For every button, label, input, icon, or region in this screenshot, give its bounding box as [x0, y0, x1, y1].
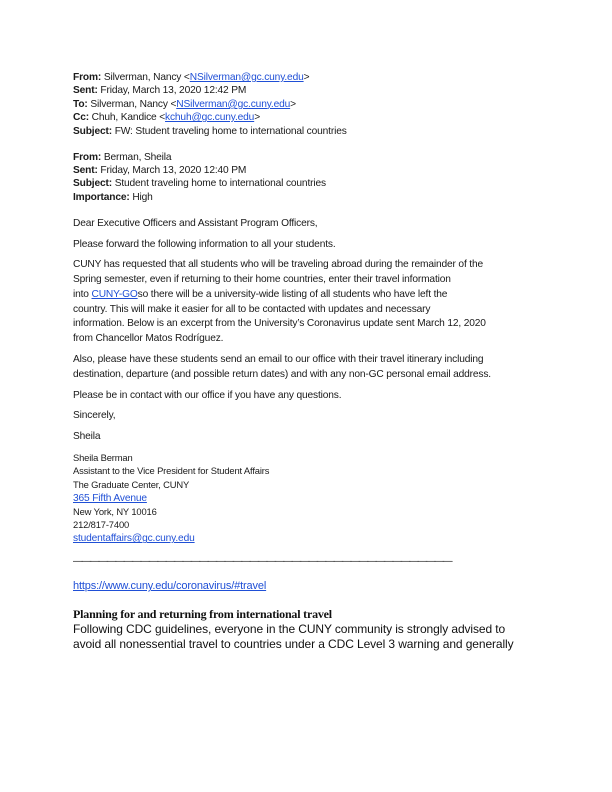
- text-fragment: so there will be a university-wide listing of all students who have left the: [137, 288, 448, 300]
- paragraph-itinerary: [73, 353, 563, 383]
- excerpt-body: [73, 622, 563, 653]
- coronavirus-travel-link[interactable]: https://www.cuny.edu/coronavirus/#travel: [73, 580, 267, 593]
- signature-name: Sheila Berman: [73, 452, 133, 464]
- forward-header: [73, 71, 563, 138]
- paragraph-line: Spring semester, even if returning to their home countries, enter their travel information: [73, 274, 451, 286]
- sent-label: Sent:: [73, 85, 98, 97]
- importance-label: Importance:: [73, 191, 130, 203]
- from-label: From:: [73, 72, 102, 83]
- sent-line: [73, 84, 563, 97]
- orig-sent-line: [73, 164, 563, 177]
- cc-line: Cc: Chuh, Kandice <kchuh@gc.cuny.edu>: [73, 112, 261, 124]
- orig-sent-value: Friday, March 13, 2020 12:40 PM: [100, 164, 247, 176]
- paragraph-line: [73, 288, 563, 303]
- subject-line: [73, 125, 563, 138]
- paragraph-line: CUNY has requested that all students who will be traveling abroad during the remainder of the: [73, 259, 484, 271]
- from-email-link[interactable]: NSilverman@gc.cuny.edu: [189, 72, 304, 83]
- importance-value: High: [132, 191, 153, 203]
- from-line: From: Silverman, Nancy <NSilverman@gc.cuny.edu>: [73, 72, 310, 83]
- paragraph-line: information. Below is an excerpt from the University’s Coronavirus update sent March 12, 2020: [73, 318, 486, 330]
- email-printout: [73, 71, 563, 653]
- to-name: Silverman, Nancy: [90, 98, 168, 110]
- signoff: Sheila: [73, 431, 101, 443]
- spacer: [73, 138, 563, 151]
- excerpt-line: avoid all nonessential travel to countries under a CDC Level 3 warning and generally: [73, 637, 514, 652]
- paragraph-forward-request: Please forward the following information to all your students.: [73, 238, 336, 250]
- orig-from-value: Berman, Sheila: [103, 151, 172, 163]
- paragraph-cuny-go: [73, 258, 563, 347]
- subject-value: FW: Student traveling home to international countries: [114, 125, 347, 137]
- email-body: [73, 217, 563, 451]
- signature-city: New York, NY 10016: [73, 505, 157, 517]
- to-line: To: Silverman, Nancy <NSilverman@gc.cuny.edu>: [73, 98, 296, 110]
- text-fragment: into: [73, 288, 92, 300]
- subject-label: Subject:: [73, 125, 112, 137]
- to-label: To:: [73, 98, 88, 110]
- to-email-link[interactable]: NSilverman@gc.cuny.edu: [176, 98, 291, 110]
- orig-subject-value: Student traveling home to international countries: [114, 178, 326, 190]
- excerpt-line: Following CDC guidelines, everyone in the CUNY community is strongly advised to: [73, 621, 506, 636]
- cc-email-link[interactable]: kchuh@gc.cuny.edu: [165, 112, 255, 124]
- orig-from-label: From:: [73, 151, 102, 163]
- orig-subject-line: [73, 177, 563, 190]
- cuny-go-link[interactable]: CUNY-GO: [91, 288, 138, 300]
- divider-line: —————————————————————————————————————————————: [73, 555, 452, 567]
- paragraph-line: destination, departure (and possible return dates) and with any non-GC personal email address.: [73, 368, 491, 380]
- signature-block: [73, 451, 563, 545]
- student-affairs-email-link[interactable]: studentaffairs@gc.cuny.edu: [73, 533, 195, 545]
- original-header: [73, 151, 563, 205]
- signature-org: The Graduate Center, CUNY: [73, 478, 190, 490]
- orig-sent-label: Sent:: [73, 164, 98, 176]
- paragraph-line: country. This will make it easier for all to be contacted with updates and necessary: [73, 303, 431, 315]
- signature-title: Assistant to the Vice President for Student Affairs: [73, 465, 270, 477]
- from-name: Silverman, Nancy: [103, 72, 182, 83]
- signature-phone: 212/817-7400: [73, 519, 130, 531]
- paragraph-line: Also, please have these students send an email to our office with their travel itinerary including: [73, 354, 484, 366]
- cc-label: Cc:: [73, 112, 89, 124]
- cc-name: Chuh, Kandice: [91, 112, 157, 124]
- closing: Sincerely,: [73, 410, 116, 422]
- orig-from-line: [73, 151, 563, 164]
- greeting: Dear Executive Officers and Assistant Program Officers,: [73, 217, 318, 229]
- spacer: [73, 204, 563, 217]
- coronavirus-excerpt: [73, 580, 563, 652]
- paragraph-line: from Chancellor Matos Rodríguez.: [73, 333, 224, 345]
- address-link[interactable]: 365 Fifth Avenue: [73, 493, 147, 505]
- importance-line: [73, 191, 563, 204]
- paragraph-contact: Please be in contact with our office if you have any questions.: [73, 389, 342, 401]
- sent-value: Friday, March 13, 2020 12:42 PM: [100, 85, 247, 97]
- orig-subject-label: Subject:: [73, 178, 112, 190]
- excerpt-heading: Planning for and returning from international travel: [73, 606, 332, 621]
